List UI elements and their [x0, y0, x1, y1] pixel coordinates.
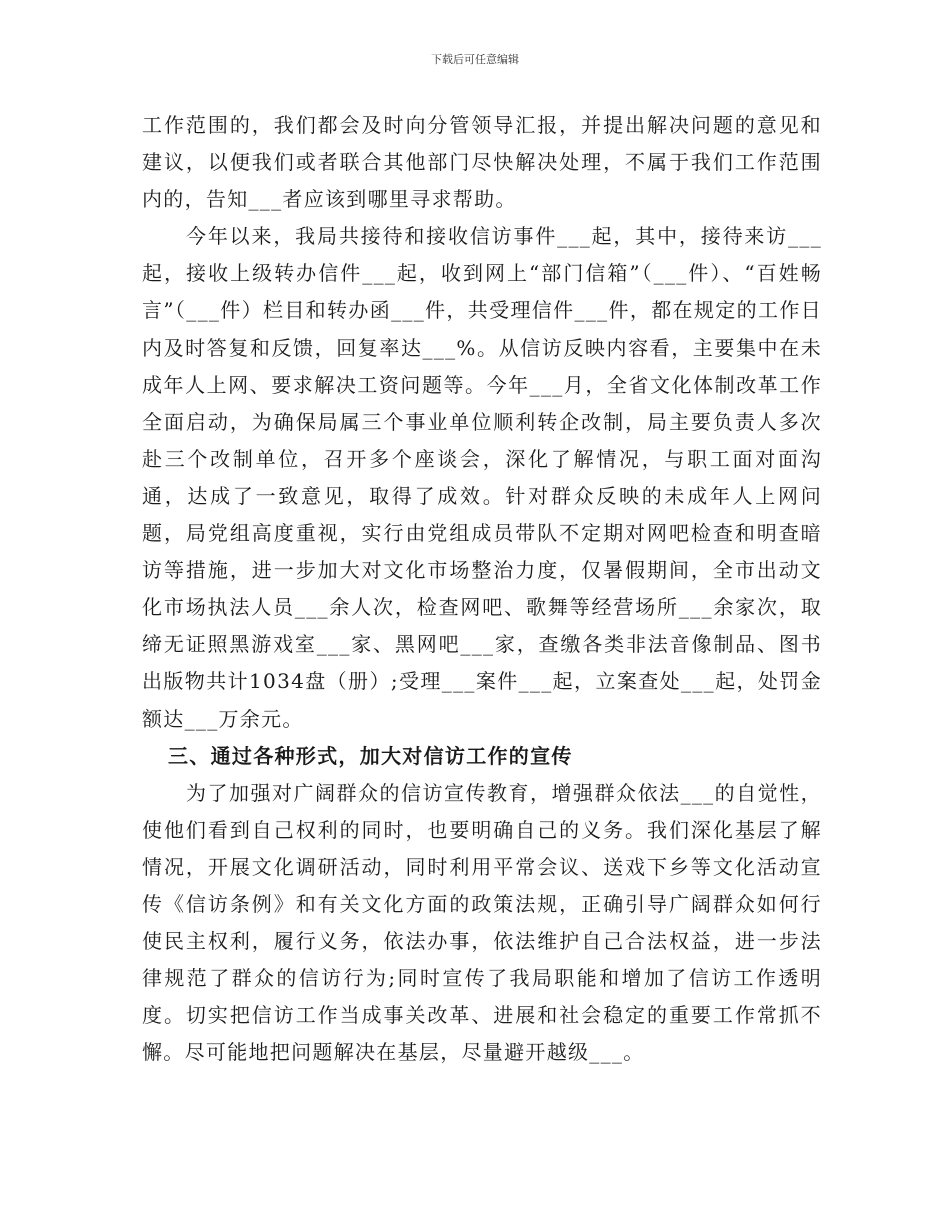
- section-heading: 三、通过各种形式，加大对信访工作的宣传: [168, 743, 573, 768]
- paragraph-continuation: 工作范围的，我们都会及时向分管领导汇报，并提出解决问题的意见和建议，以便我们或者联合其他部门尽快解决处理，不属于我们工作范围内的，告知___者应该到哪里寻求帮助。: [142, 113, 822, 212]
- page-header: 下载后可任意编辑: [431, 53, 519, 66]
- document-body: [142, 107, 822, 1071]
- paragraph-publicity: 为了加强对广阔群众的信访宣传教育，增强群众依法___的自觉性，使他们看到自己权利的同时，也要明确自己的义务。我们深化基层了解情况，开展文化调研活动，同时利用平常会议、送戏下乡等文化活动宣传《信访条例》和有关文化方面的政策法规，正确引导广阔群众如何行使民主权利，履行义务，依法办事，依法维护自己合法权益，进一步法律规范了群众的信访行为;同时宣传了我局职能和增加了信访工作透明度。切实把信访工作当成事关改革、进展和社会稳定的重要工作常抓不懈。尽可能地把问题解决在基层，尽量避开越级___。: [142, 780, 822, 1065]
- paragraph-petition-statistics: 今年以来，我局共接待和接收信访事件___起，其中，接待来访___起，接收上级转办信件___起，收到网上“部门信箱”（___件）、“百姓畅言”（___件）栏目和转办函___件，共受理信件___件，都在规定的工作日内及时答复和反馈，回复率达___%。从信访反映内容看，主要集中在未成年人上网、要求解决工资问题等。今年___月，全省文化体制改革工作全面启动，为确保局属三个事业单位顺利转企改制，局主要负责人多次赴三个改制单位，召开多个座谈会，深化了解情况，与职工面对面沟通，达成了一致意见，取得了成效。针对群众反映的未成年人上网问题，局党组高度重视，实行由党组成员带队不定期对网吧检查和明查暗访等措施，进一步加大对文化市场整治力度，仅暑假期间，全市出动文化市场执法人员___余人次，检查网吧、歌舞等经营场所___余家次，取缔无证照黑游戏室___家、黑网吧___家，查缴各类非法音像制品、图书出版物共计1034盘（册）;受理___案件___起，立案查处___起，处罚金额达___万余元。: [142, 224, 822, 731]
